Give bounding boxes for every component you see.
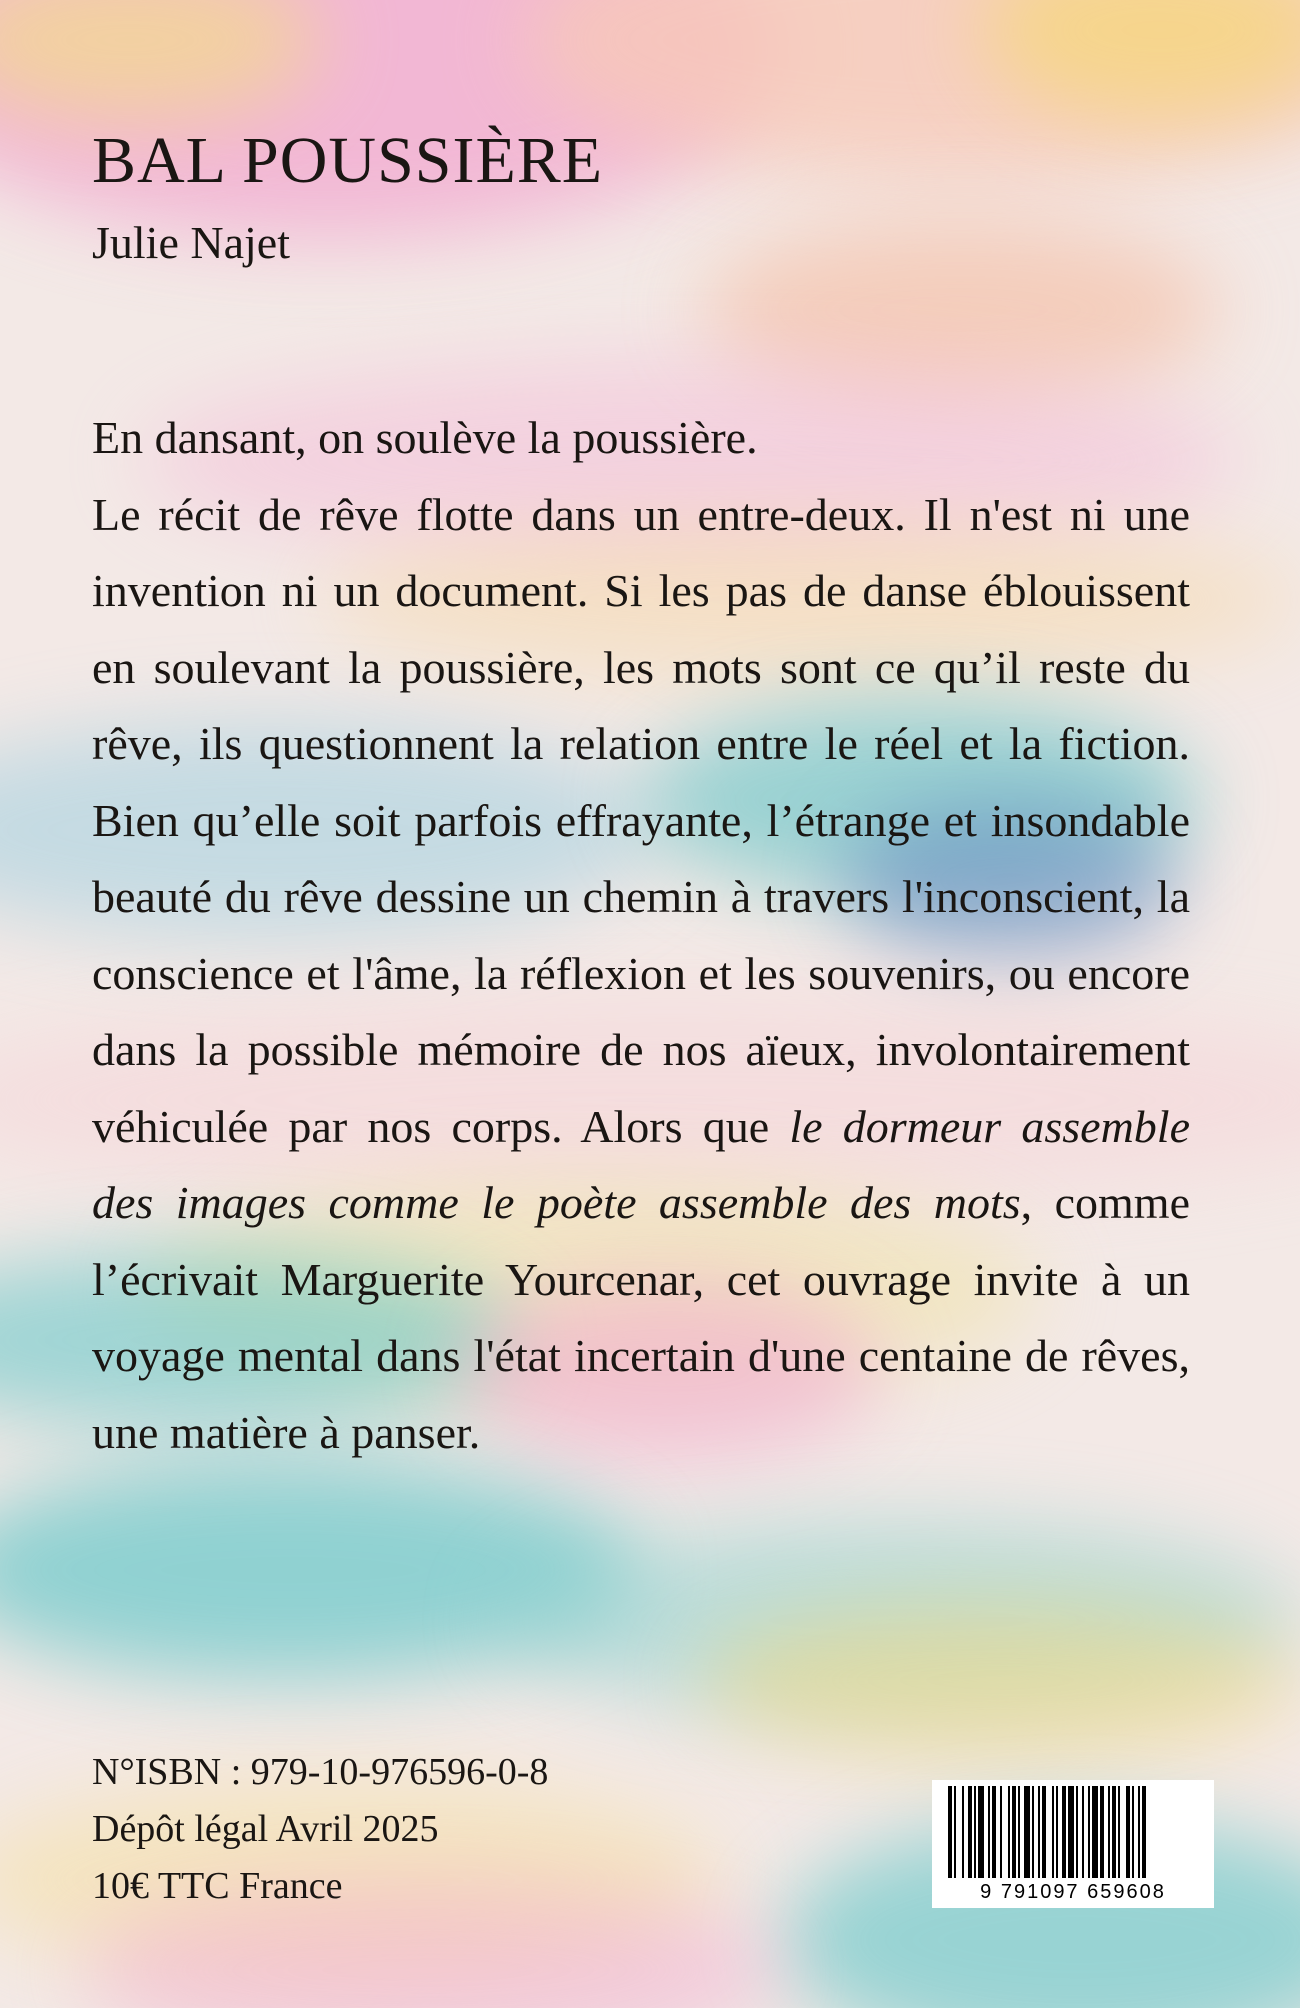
book-title: BAL POUSSIÈRE xyxy=(92,124,604,197)
author-name: Julie Najet xyxy=(92,217,290,268)
barcode-bar xyxy=(1132,1786,1134,1878)
barcode-bar xyxy=(992,1786,996,1878)
isbn: N°ISBN : 979-10-976596-0-8 xyxy=(92,1751,549,1793)
publication-info xyxy=(92,1744,548,1915)
barcode-bar xyxy=(1000,1786,1002,1878)
barcode-bar xyxy=(1008,1786,1010,1878)
barcode-bar xyxy=(1032,1786,1034,1878)
barcode-bar xyxy=(1052,1786,1054,1878)
barcode-bar xyxy=(962,1786,964,1878)
barcode-bar xyxy=(1142,1786,1146,1878)
blurb-body xyxy=(92,477,1190,1472)
barcode-bar xyxy=(1092,1786,1098,1878)
barcode-bar xyxy=(1038,1786,1040,1878)
barcode-bars xyxy=(948,1786,1198,1878)
barcode-bar xyxy=(1118,1786,1120,1878)
barcode-bar xyxy=(1062,1786,1066,1878)
barcode-bar xyxy=(1068,1786,1074,1878)
isbn-barcode xyxy=(932,1780,1214,1908)
barcode-bar xyxy=(1056,1786,1058,1878)
barcode-bar xyxy=(948,1786,952,1878)
yourcenar-quote: le dormeur assemble des images comme le poète assemble des mots xyxy=(92,1100,1190,1228)
barcode-digits: 9 791097 659608 xyxy=(980,1881,1166,1903)
barcode-bar xyxy=(1042,1786,1046,1878)
barcode-bar xyxy=(1024,1786,1030,1878)
blurb-body-start: Le récit de rêve flotte dans un entre-deux. Il n'est ni une invention ni un document. Si les pas de danse éblouissent en soulevant la poussière, les mots sont ce qu’il reste du rêve, ils questionnent la relation entre le réel et la fiction. Bien qu’elle soit parfois effrayante, l’étrange et insondable beauté du rêve dessine un chemin à travers l'inconscient, la conscience et l'âme, la réflexion et les souvenirs, ou encore dans la possible mémoire de nos aïeux, involontairement véhiculée par nos corps. Alors que xyxy=(92,488,1190,1152)
barcode-bar xyxy=(1018,1786,1020,1878)
barcode-bar xyxy=(1076,1786,1078,1878)
barcode-bar xyxy=(974,1786,976,1878)
barcode-bar xyxy=(1088,1786,1090,1878)
barcode-bar xyxy=(1108,1786,1110,1878)
barcode-bar xyxy=(1012,1786,1016,1878)
barcode-bar xyxy=(954,1786,956,1878)
barcode-bar xyxy=(978,1786,984,1878)
barcode-bar xyxy=(1112,1786,1116,1878)
blurb xyxy=(92,400,1190,1471)
blurb-intro: En dansant, on soulève la poussière. xyxy=(92,412,758,463)
price: 10€ TTC France xyxy=(92,1865,343,1907)
barcode-bar xyxy=(1082,1786,1084,1878)
legal-deposit: Dépôt légal Avril 2025 xyxy=(92,1808,439,1850)
blurb-body-end: , comme l’écrivait Marguerite Yourcenar, cet ouvrage invite à un voyage mental dans l'état incertain d'une centaine de rêves, une matière à panser. xyxy=(92,1177,1190,1458)
barcode-bar xyxy=(1138,1786,1140,1878)
barcode-bar xyxy=(968,1786,972,1878)
barcode-bar xyxy=(1100,1786,1104,1878)
barcode-bar xyxy=(988,1786,990,1878)
barcode-bar xyxy=(1126,1786,1130,1878)
